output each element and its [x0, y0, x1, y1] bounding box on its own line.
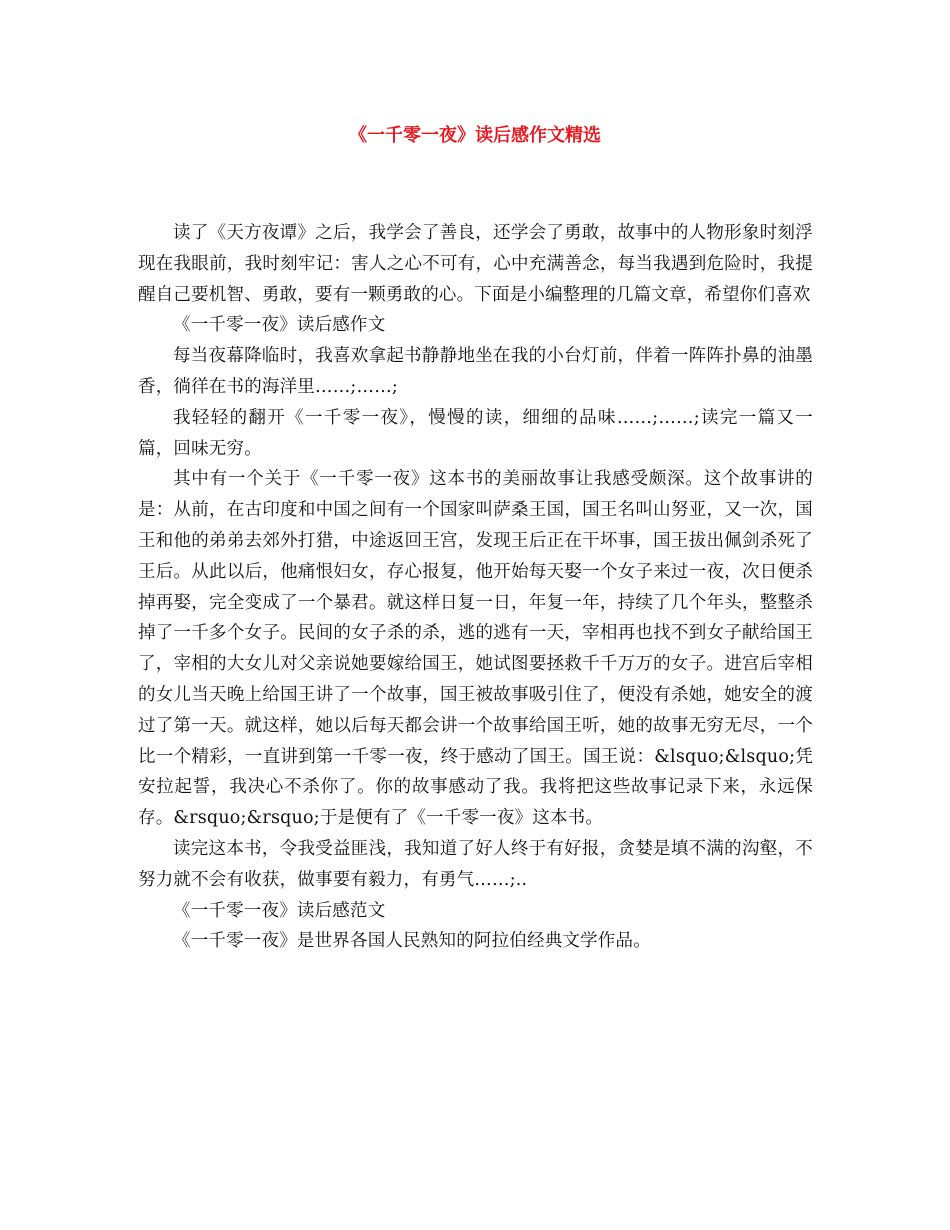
paragraph-intro: 读了《天方夜谭》之后，我学会了善良，还学会了勇敢，故事中的人物形象时刻浮现在我眼前，我时刻牢记：害人之心不可有，心中充满善念，每当我遇到危险时，我提醒自己要机智、勇敢，要有一颗勇敢的心。下面是小编整理的几篇文章，希望你们喜欢	[138, 223, 813, 305]
section-heading-sample: 《一千零一夜》读后感范文	[173, 900, 386, 921]
document-title: 《一千零一夜》读后感作文精选	[349, 125, 601, 146]
section-heading-essay: 《一千零一夜》读后感作文	[173, 315, 386, 336]
paragraph: 每当夜幕降临时，我喜欢拿起书静静地坐在我的小台灯前，伴着一阵阵扑鼻的油墨香，徜徉在书的海洋里……;……;	[138, 346, 813, 397]
document-body	[138, 218, 813, 957]
paragraph: 读完这本书，令我受益匪浅，我知道了好人终于有好报，贪婪是填不满的沟壑，不努力就不会有收获，做事要有毅力，有勇气……;..	[138, 838, 813, 890]
paragraph-story: 其中有一个关于《一千零一夜》这本书的美丽故事让我感受颇深。这个故事讲的是：从前，在古印度和中国之间有一个国家叫萨桑王国，国王名叫山努亚，又一次，国王和他的弟弟去郊外打猎，中途返回王宫，发现王后正在干坏事，国王拔出佩剑杀死了王后。从此以后，他痛恨妇女，存心报复，他开始每天娶一个女子来过一夜，次日便杀掉再娶，完全变成了一个暴君。就这样日复一日，年复一年，持续了几个年头，整整杀掉了一千多个女子。民间的女子杀的杀，逃的逃有一天，宰相再也找不到女子献给国王了，宰相的大女儿对父亲说她要嫁给国王，她试图要拯救千千万万的女子。进宫后宰相的女儿当天晚上给国王讲了一个故事，国王被故事吸引住了，便没有杀她，她安全的渡过了第一天。就这样，她以后每天都会讲一个故事给国王听，她的故事无穷无尽，一个比一个精彩，一直讲到第一千零一夜，终于感动了国王。国王说：&lsquo;&lsquo;凭安拉起誓，我决心不杀你了。你的故事感动了我。我将把这些故事记录下来，永远保存。&rsquo;&rsquo;于是便有了《一千零一夜》这本书。	[138, 469, 813, 829]
paragraph: 我轻轻的翻开《一千零一夜》，慢慢的读，细细的品味……;……;读完一篇又一篇，回味无穷。	[138, 407, 813, 459]
paragraph: 《一千零一夜》是世界各国人民熟知的阿拉伯经典文学作品。	[173, 931, 651, 952]
